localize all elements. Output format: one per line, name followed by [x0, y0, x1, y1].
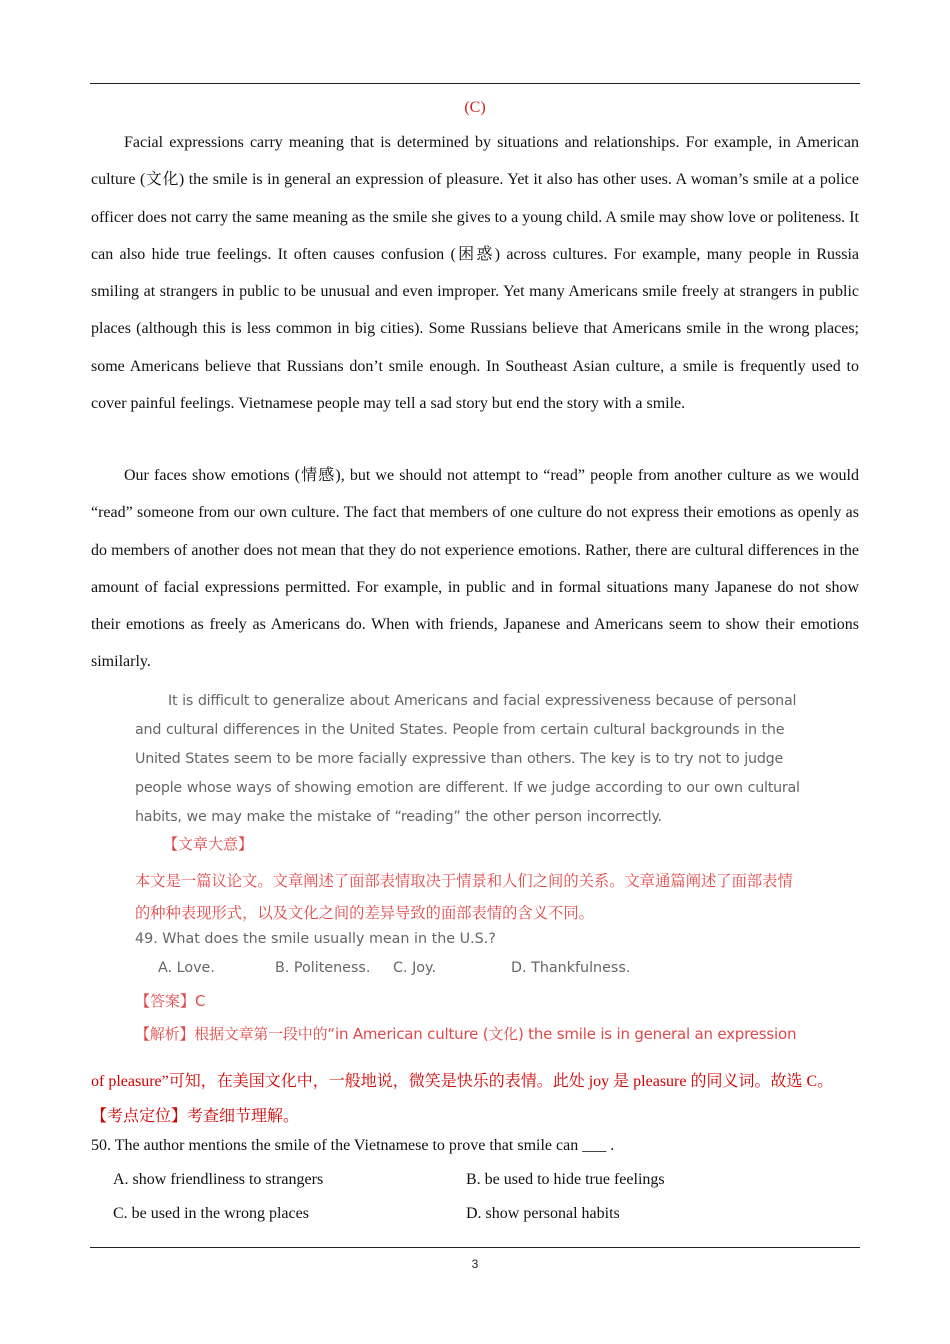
- question-50-option-d: D. show personal habits: [466, 1205, 620, 1222]
- passage-paragraph-3: It is difficult to generalize about Americans and facial expressiveness because of personal and cultural differences in the United States. People from certain cultural backgrounds in the United States seem to be more facially expressive than others. The key is to try not to judge people whose ways of showing emotion are different. If we judge according to our own cultural habits, we may make the mistake of “reading” the other person incorrectly.: [135, 693, 800, 825]
- passage-paragraph-2: [91, 457, 859, 681]
- header-rule: [90, 83, 860, 84]
- question-50-option-b: B. be used to hide true feelings: [466, 1171, 665, 1188]
- passage-paragraph-1: [91, 124, 859, 422]
- passage-paragraph-2-text: Our faces show emotions (情感), but we should not attempt to “read” people from another culture as we would “read” someone from our own culture. The fact that members of one culture do not express their emotions as openly as do members of another does not mean that they do not experience emotions. Rather, there are cultural differences in the amount of facial expressions permitted. For example, in public and in formal situations many Japanese do not show their emotions as freely as Americans do. When with friends, Japanese and Americans seem to show their emotions similarly.: [91, 467, 859, 671]
- question-49-option-c: C. Joy.: [393, 960, 437, 976]
- page-number: 3: [471, 1257, 479, 1271]
- question-49-analysis-continued: of pleasure”可知，在美国文化中，一般地说，微笑是快乐的表情。此处 joy 是 pleasure 的同义词。故选 C。: [91, 1073, 834, 1090]
- question-50-option-a: A. show friendliness to strangers: [113, 1171, 324, 1188]
- question-49-answer: 【答案】C: [135, 992, 206, 1010]
- question-49-option-d: D. Thankfulness.: [511, 960, 631, 976]
- summary-heading: 【文章大意】: [163, 835, 254, 853]
- question-49: 49. What does the smile usually mean in the U.S.?: [135, 931, 496, 947]
- section-label: (C): [464, 99, 486, 116]
- passage-paragraph-1-text: Facial expressions carry meaning that is determined by situations and relationships. For example, in American culture (文化) the smile is in general an expression of pleasure. Yet it also has other uses. A woman’s smile at a police officer does not carry the same meaning as the smile she gives to a young child. A smile may show love or politeness. It can also hide true feelings. It often causes confusion (困惑) across cultures. For example, many people in Russia smiling at strangers in public to be unusual and even improper. Yet many Americans smile freely at strangers in public places (although this is less common in big cities). Some Russians believe that Americans smile in the wrong places; some Americans believe that Russians don’t smile enough. In Southeast Asian culture, a smile is frequently used to cover painful feelings. Vietnamese people may tell a sad story but end the story with a smile.: [91, 134, 859, 413]
- question-49-analysis: 【解析】根据文章第一段中的“in American culture (文化) the smile is in general an expression: [135, 1025, 797, 1043]
- footer-rule: [90, 1247, 860, 1248]
- question-49-option-b: B. Politeness.: [275, 960, 371, 976]
- question-50-option-c: C. be used in the wrong places: [113, 1205, 309, 1222]
- question-50: 50. The author mentions the smile of the Vietnamese to prove that smile can ___ .: [91, 1137, 615, 1154]
- summary-text: 本文是一篇议论文。文章阐述了面部表情取决于情景和人们之间的关系。文章通篇阐述了面部表情的种种表现形式，以及文化之间的差异导致的面部表情的含义不同。: [135, 872, 793, 922]
- question-49-option-a: A. Love.: [158, 960, 215, 976]
- question-49-focus-point: 【考点定位】考查细节理解。: [91, 1108, 300, 1125]
